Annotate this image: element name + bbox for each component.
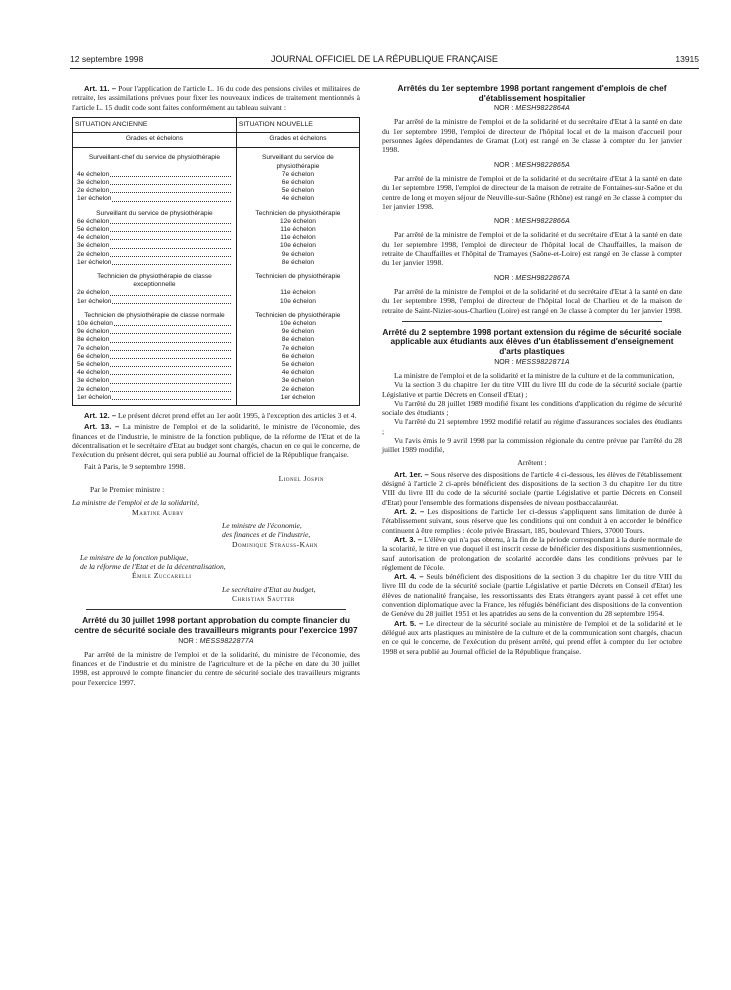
dot-leader — [112, 298, 230, 304]
table-row — [73, 226, 360, 234]
article-label: Art. 1er. – — [394, 469, 429, 479]
nor-4 — [382, 274, 682, 283]
nor-code: MESH9822866A — [515, 218, 570, 226]
minister-3-title-2: de la réforme de l'Etat et de la décentralisation, — [80, 562, 226, 572]
old-echelon-cell — [73, 218, 237, 226]
signature-pm: Lionel Jospin — [278, 473, 324, 483]
nor-5 — [382, 358, 682, 367]
divider — [402, 321, 662, 322]
article-11 — [72, 84, 360, 112]
old-echelon-cell — [73, 336, 237, 344]
old-echelon: 7e échelon — [77, 344, 110, 352]
table-row — [73, 171, 360, 179]
arretent: Arrêtent : — [517, 457, 547, 467]
old-echelon: 2e échelon — [77, 385, 110, 393]
table-row — [73, 345, 360, 353]
minister-4-title-text: Le secrétaire d'Etat au budget, — [222, 584, 316, 594]
old-echelon-cell — [73, 377, 237, 385]
old-echelon: 8e échelon — [77, 336, 110, 344]
old-echelon: 10e échelon — [77, 319, 113, 327]
article-text: Sous réserve des dispositions de l'article 4 ci-dessous, les élèves de l'établissement désigné à l'article 2 ci-après bénéficient des dispositions de la section 3 du chapitre 1er du titre VIII du livre III du code de la sécurité sociale (partie Législative et partie Décrets en Conseil d'Etat) pour l'ensemble des formations dispensées de niveau postbaccalauréat. — [382, 469, 682, 507]
dot-leader — [112, 259, 230, 265]
old-echelon: 6e échelon — [77, 217, 110, 225]
new-echelon: 3e échelon — [281, 377, 315, 385]
new-echelon: 2e échelon — [281, 385, 315, 393]
dot-leader — [110, 328, 231, 334]
arrete-gramat: Par arrêté de la ministre de l'emploi et de la solidarité et du secrétaire d'Etat à la santé en date du 1er septembre 1998, l'emploi de directeur de l'hôpital local et de la maison d'accueil pour personnes âgées dépendantes de Gramat (Lot) est rangé en 3e classe à compter du 1er janvier 1998. — [382, 117, 682, 155]
table-subhead-new: Grades et échelons — [236, 133, 359, 148]
table-row — [73, 234, 360, 242]
old-echelon-cell — [73, 242, 237, 250]
dot-leader — [110, 218, 231, 224]
new-echelon: 4e échelon — [281, 195, 315, 203]
new-echelon: 11e échelon — [280, 289, 316, 297]
old-echelon-cell — [73, 171, 237, 179]
old-echelon-cell — [73, 179, 237, 187]
minister-3-name: Émile Zuccarelli — [132, 571, 192, 581]
new-echelon: 5e échelon — [281, 360, 315, 368]
header-rule — [70, 68, 699, 69]
article-11-label: Art. 11. – — [84, 84, 116, 93]
new-grade: Technicien de physiothérapie — [255, 209, 341, 217]
dot-leader — [110, 187, 231, 193]
done-at: Fait à Paris, le 9 septembre 1998. — [84, 462, 186, 472]
article-text: Seuls bénéficient des dispositions de la section 3 du chapitre 1er du titre VIII du livre III du code de la sécurité sociale (partie Législative et partie Décrets en Conseil d'Etat) les élèves de nationalité française, les ressortissants des Etats étrangers ayant passé à cet effet une convention diplomatique avec la France, les réfugiés bénéficiant des dispositions de la convention de Genève du 28 juillet 1951 et les apatrides au sens de la convention du 28 septembre 1954. — [382, 572, 682, 619]
old-echelon-cell — [73, 345, 237, 353]
article-text: Le directeur de la sécurité sociale au ministère de l'emploi et de la solidarité et le délégué aux arts plastiques au ministère de la culture et de la communication sont chargés, chacun en ce qui le concerne, de l'exécution du présent arrêté, qui prend effet à compter du 1er octobre 1998 et sera publié au Journal officiel de la République française. — [382, 618, 682, 656]
nor-label: NOR : — [494, 161, 514, 169]
new-echelon: 9e échelon — [281, 328, 315, 336]
article-13-label: Art. 13. – — [84, 422, 120, 432]
arrete-30-juillet-text: Par arrêté de la ministre de l'emploi et de la solidarité, du ministre de l'économie, des finances et de l'industrie et du ministre de l'agriculture et de la pêche en date du 30 juillet 1998, est approuvé le compte financier du centre de sécurité sociale des travailleurs migrants pour l'exercice 1997. — [72, 649, 360, 687]
old-echelon-cell — [73, 234, 237, 242]
a2-article-4 — [382, 572, 682, 618]
article-label: Art. 3. – — [394, 534, 423, 544]
table-head-old: SITUATION ANCIENNE — [73, 117, 237, 132]
old-echelon: 5e échelon — [77, 225, 110, 233]
minister-2-title-2: des finances et de l'industrie, — [222, 530, 311, 540]
minister-2-title — [72, 521, 360, 540]
table-grade-row — [73, 306, 360, 320]
left-column — [72, 84, 360, 687]
new-echelon: 6e échelon — [281, 178, 315, 186]
old-echelon-cell — [73, 259, 237, 267]
article-label: Art. 5. – — [394, 618, 424, 628]
dot-leader — [110, 251, 231, 257]
old-echelon: 4e échelon — [77, 369, 110, 377]
table-row — [73, 179, 360, 187]
dot-leader — [110, 336, 231, 342]
nor-2 — [382, 161, 682, 170]
old-grade: Technicien de physiothérapie de classe normale — [73, 306, 237, 320]
minister-3-title — [72, 553, 360, 572]
new-echelon: 8e échelon — [281, 258, 315, 266]
minister-4-name: Christian Sautter — [232, 594, 295, 604]
new-grade: Technicien de physiothérapie — [255, 311, 341, 319]
table-row — [73, 353, 360, 361]
dot-leader — [110, 377, 231, 383]
old-echelon: 2e échelon — [77, 289, 110, 297]
old-echelon: 4e échelon — [77, 170, 110, 178]
new-echelon: 12e échelon — [279, 217, 316, 225]
old-echelon: 9e échelon — [77, 328, 110, 336]
dot-leader — [110, 361, 231, 367]
a2-article-5 — [382, 619, 682, 656]
dot-leader — [110, 234, 231, 240]
arrete-chauffailles: Par arrêté de la ministre de l'emploi et de la solidarité et du secrétaire d'Etat à la santé en date du 1er septembre 1998, l'emploi de directeur de l'hôpital local de Chauffailles, la maison de retraite de Chauffailles et l'hôpital de Tramayes (Saône-et-Loire) est rangé en 3e classe à compter du 1er janvier 1998. — [382, 230, 682, 268]
table-head-new: SITUATION NOUVELLE — [236, 117, 359, 132]
right-column — [382, 84, 682, 656]
article-label: Art. 2. – — [394, 507, 425, 517]
dot-leader — [110, 226, 231, 232]
new-grade: Surveillant du service de physiothérapie — [262, 154, 334, 170]
old-echelon: 6e échelon — [77, 352, 110, 360]
nor-label: NOR : — [494, 358, 514, 366]
a2-article-3 — [382, 535, 682, 572]
minister-1-name: Martine Aubry — [132, 507, 184, 517]
table-bottom-pad — [73, 402, 360, 406]
page-number: 13915 — [675, 54, 699, 64]
dot-leader — [110, 179, 231, 185]
old-echelon: 1er échelon — [77, 297, 112, 305]
a2-article-2 — [382, 507, 682, 535]
old-echelon: 5e échelon — [77, 360, 110, 368]
old-echelon: 3e échelon — [77, 178, 110, 186]
new-echelon: 7e échelon — [281, 170, 315, 178]
table-row — [73, 386, 360, 394]
pm-by: Par le Premier ministre : — [90, 485, 165, 495]
minister-2-title-1: Le ministre de l'économie, — [222, 520, 302, 530]
nor-code: MESH9822864A — [515, 105, 570, 113]
nor-code: MESS9822871A — [515, 358, 570, 366]
old-echelon: 1er échelon — [77, 195, 112, 203]
new-echelon: 4e échelon — [281, 369, 315, 377]
old-echelon: 3e échelon — [77, 377, 110, 385]
old-grade: Surveillant du service de physiothérapie — [73, 204, 237, 218]
table-row — [73, 187, 360, 195]
new-echelon: 6e échelon — [281, 352, 315, 360]
article-12-label: Art. 12. – — [84, 410, 117, 420]
minister-3-title-1: Le ministre de la fonction publique, — [80, 552, 189, 562]
visa-2: Vu l'arrêté du 28 juillet 1989 modifié fixant les conditions d'application du régime de sécurité sociale des étudiants ; — [382, 398, 682, 418]
visa-1: Vu la section 3 du chapitre 1er du titre VIII du livre III du code de la sécurité sociale (partie Législative et partie Décrets en Conseil d'Etat) ; — [382, 380, 682, 399]
dot-leader — [110, 171, 231, 177]
nor-code: MESH9822867A — [515, 274, 570, 282]
table-row — [73, 377, 360, 385]
old-echelon-cell — [73, 289, 237, 297]
table-grade-row — [73, 148, 360, 171]
new-echelon: 11e échelon — [280, 225, 316, 233]
header-date: 12 septembre 1998 — [70, 54, 144, 64]
old-echelon-cell — [73, 251, 237, 259]
new-grade: Technicien de physiothérapie — [255, 272, 341, 280]
table-row — [73, 251, 360, 259]
new-echelon: 10e échelon — [279, 319, 316, 327]
arrete-intro: La ministre de l'emploi et de la solidarité et la ministre de la culture et de la communication, — [394, 370, 675, 380]
old-echelon: 1er échelon — [77, 258, 112, 266]
table-grade-row — [73, 267, 360, 289]
dot-leader — [110, 353, 231, 359]
table-row — [73, 394, 360, 402]
old-echelon-cell — [73, 298, 237, 306]
old-echelon-cell — [73, 195, 237, 203]
article-12 — [72, 411, 360, 420]
new-echelon: 5e échelon — [281, 187, 315, 195]
nor-label: NOR : — [494, 105, 514, 113]
article-label: Art. 4. – — [394, 572, 424, 582]
article-12-text: Le présent décret prend effet au 1er août 1995, à l'exception des articles 3 et 4. — [117, 410, 357, 420]
divider — [86, 609, 346, 610]
a2-article-1 — [382, 470, 682, 507]
arrete-charlieu: Par arrêté de la ministre de l'emploi et de la solidarité et du secrétaire d'Etat à la santé en date du 1er septembre 1998, l'emploi de directeur de l'hôpital local de Charlieu et de la maison de retraite de Saint-Nizier-sous-Charlieu (Loire) est rangé en 3e classe à compter du 1er janvier 1998. — [382, 286, 682, 315]
dot-leader — [110, 345, 231, 351]
old-grade: Surveillant-chef du service de physiothérapie — [73, 148, 237, 171]
table-body — [73, 148, 360, 406]
article-text: L'élève qui n'a pas obtenu, à la fin de la période correspondant à la durée normale de la scolarité, le titre en vue duquel il est inscrit cesse de bénéficier des dispositions susmentionnées, sauf autorisation de prolongation de scolarité accordée dans les conditions prévues par le règlement de l'école. — [382, 534, 683, 572]
old-echelon-cell — [73, 226, 237, 234]
old-echelon-cell — [73, 187, 237, 195]
old-echelon-cell — [73, 328, 237, 336]
article-text: Les dispositions de l'article 1er ci-dessus s'appliquent sans limitation de durée à l'établissement suivant, sous réserve que les conditions qui ont conduit à en accorder le bénéfice continuent à être remplies : école privée Brassart, 185, boulevard Thiers, 37000 Tours. — [382, 507, 682, 535]
table-subhead-old: Grades et échelons — [73, 133, 237, 148]
old-grade: Technicien de physiothérapie de classe exceptionnelle — [73, 267, 237, 289]
table-row — [73, 218, 360, 226]
table-row — [73, 298, 360, 306]
article-11-text: Pour l'application de l'article L. 16 du code des pensions civiles et militaires de retraite, les assimilations prévues pour fixer les nouveaux indices de traitement mentionnés à l'article L. 15 dudit code sont faites conformément au tableau suivant : — [72, 84, 360, 112]
new-echelon: 7e échelon — [281, 344, 315, 352]
table-row — [73, 336, 360, 344]
old-echelon-cell — [73, 353, 237, 361]
nor-code: MESH9822865A — [515, 161, 570, 169]
table-row — [73, 328, 360, 336]
old-echelon: 1er échelon — [77, 393, 112, 401]
dot-leader — [112, 394, 230, 400]
dot-leader — [112, 195, 230, 201]
nor-label: NOR : — [494, 218, 514, 226]
minister-2-name: Dominique Strauss-Kahn — [232, 539, 318, 549]
old-echelon-cell — [73, 361, 237, 369]
new-echelon: 11e échelon — [280, 234, 316, 242]
new-echelon: 8e échelon — [281, 336, 315, 344]
arrete-2-sept-title: Arrêté du 2 septembre 1998 portant extension du régime de sécurité sociale applicable aux étudiants aux élèves d'un établissement d'enseignement d'arts plastiques — [382, 326, 682, 357]
dot-leader — [110, 369, 231, 375]
assimilation-table — [72, 117, 360, 406]
old-echelon-cell — [73, 386, 237, 394]
visa-4: Vu l'avis émis le 9 avril 1998 par la commission régionale du centre prévue par l'arrêté du 28 juillet 1989 modifié, — [382, 435, 682, 455]
nor-code: MESS9822877A — [199, 637, 254, 645]
new-echelon: 10e échelon — [279, 297, 316, 305]
arrete-fontaines: Par arrêté de la ministre de l'emploi et de la solidarité et du secrétaire d'Etat à la santé en date du 1er septembre 1998, l'emploi de directeur de la maison de retraite de Fontaines-sur-Saône et du centre de long et moyen séjour de Neuville-sur-Saône (Rhône) est rangé en 3e classe à compter du 1er janvier 1998. — [382, 173, 682, 211]
nor-1 — [382, 104, 682, 113]
dot-leader — [114, 320, 231, 326]
new-echelon: 9e échelon — [281, 250, 315, 258]
minister-1-title-text: La ministre de l'emploi et de la solidarité, — [72, 498, 200, 508]
old-echelon-cell — [73, 320, 237, 328]
minister-1-title — [72, 498, 360, 507]
table-row — [73, 369, 360, 377]
table-row — [73, 195, 360, 203]
dot-leader — [110, 289, 231, 295]
table-row — [73, 242, 360, 250]
table-row — [73, 361, 360, 369]
old-echelon: 3e échelon — [77, 242, 110, 250]
old-echelon-cell — [73, 369, 237, 377]
old-echelon: 4e échelon — [77, 234, 110, 242]
article-13-text: La ministre de l'emploi et de la solidarité, le ministre de l'économie, des finances et de l'industrie, le ministre de la fonction publique, de la réforme de l'Etat et de la décentralisation et le secrétaire d'Etat au budget sont chargés, chacun en ce qui le concerne, de l'exécution du présent décret, qui sera publié au Journal officiel de la République française. — [72, 422, 360, 460]
old-echelon: 2e échelon — [77, 187, 110, 195]
article-13 — [72, 422, 360, 459]
table-row — [73, 289, 360, 297]
arrete-30-juillet-nor — [72, 637, 360, 646]
arretes-1-sept-title: Arrêtés du 1er septembre 1998 portant rangement d'emplois de chef d'établissement hospitalier — [397, 83, 667, 103]
new-echelon: 10e échelon — [279, 242, 316, 250]
nor-3 — [382, 217, 682, 226]
nor-label: NOR : — [178, 637, 198, 645]
dot-leader — [110, 242, 231, 248]
old-echelon: 2e échelon — [77, 250, 110, 258]
nor-label: NOR : — [494, 274, 514, 282]
table-row — [73, 320, 360, 328]
arrete-30-juillet-title: Arrêté du 30 juillet 1998 portant approbation du compte financier du centre de sécurité sociale des travailleurs migrants pour l'exercice 1997 — [74, 615, 358, 635]
table-row — [73, 259, 360, 267]
minister-4-title — [72, 585, 360, 594]
visa-3: Vu l'arrêté du 21 septembre 1992 modifié relatif au régime d'assurances sociales des étudiants ; — [382, 417, 682, 436]
new-echelon: 1er échelon — [280, 393, 316, 401]
page-header — [70, 54, 699, 68]
journal-title: JOURNAL OFFICIEL DE LA RÉPUBLIQUE FRANÇAISE — [271, 54, 498, 64]
table-grade-row — [73, 204, 360, 218]
old-echelon-cell — [73, 394, 237, 402]
dot-leader — [110, 386, 231, 392]
